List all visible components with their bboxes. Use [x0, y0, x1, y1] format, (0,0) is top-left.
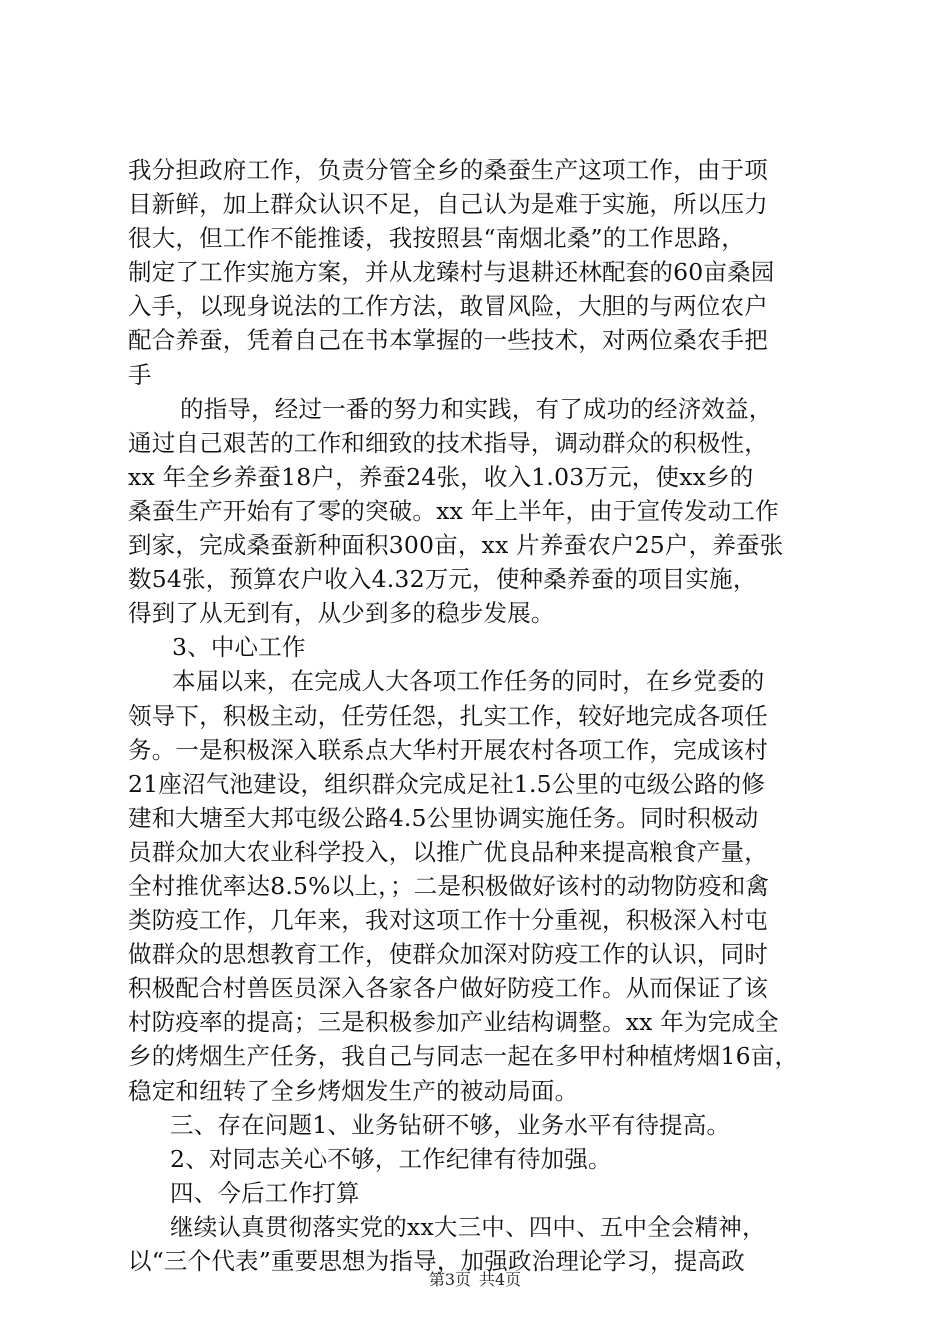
text-line: 类防疫工作，几年来，我对这项工作十分重视，积极深入村屯: [128, 906, 768, 935]
text-line: 我分担政府工作，负责分管全乡的桑蚕生产这项工作，由于项: [128, 156, 768, 184]
text-line: 的指导，经过一番的努力和实践，有了成功的经济效益，: [180, 394, 773, 423]
text-line: 2、对同志关心不够，工作纪律有待加强。: [170, 1144, 612, 1173]
text-line: 目新鲜，加上群众认识不足，自己认为是难于实施，所以压力: [128, 190, 768, 219]
text-line: 本届以来，在完成人大各项工作任务的同时，在乡党委的: [172, 667, 765, 696]
section-heading: 三、存在问题1、业务钻研不够，业务水平有待提高。: [170, 1110, 731, 1139]
section-heading: 3、中心工作: [172, 633, 306, 662]
text-line: 到家，完成桑蚕新种面积300亩，xx 片养蚕农户25户，养蚕张: [128, 531, 784, 560]
text-line: xx 年全乡养蚕18户，养蚕24张，收入1.03万元，使xx乡的: [128, 462, 754, 491]
page-total: 共4页: [479, 1270, 522, 1289]
text-line: 员群众加大农业科学投入，以推广优良品种来提高粮食产量，: [128, 837, 768, 866]
text-line: 建和大塘至大邦屯级公路4.5公里协调实施任务。同时积极动: [128, 803, 759, 832]
section-heading: 四、今后工作打算: [170, 1178, 360, 1207]
text-line: 以“三个代表”重要思想为指导，加强政治理论学习，提高政: [128, 1247, 745, 1275]
text-line: 手: [128, 360, 152, 389]
text-line: 通过自己艰苦的工作和细致的技术指导，调动群众的积极性，: [128, 428, 768, 457]
text-line: 做群众的思想教育工作，使群众加深对防疫工作的认识，同时: [128, 940, 768, 969]
text-line: 村防疫率的提高；三是积极参加产业结构调整。xx 年为完成全: [128, 1008, 779, 1037]
text-line: 全村推优率达8.5%以上，；二是积极做好该村的动物防疫和禽: [128, 871, 770, 900]
text-line: 领导下，积极主动，任劳任怨，扎实工作，较好地完成各项任: [128, 701, 768, 730]
text-line: 积极配合村兽医员深入各家各户做好防疫工作。从而保证了该: [128, 974, 768, 1003]
page-footer: [0, 1267, 950, 1290]
text-line: 很大，但工作不能推诿，我按照县“南烟北桑”的工作思路，: [128, 224, 745, 253]
text-line: 21座沼气池建设，组织群众完成足社1.5公里的屯级公路的修: [128, 769, 766, 798]
text-line: 配合养蚕，凭着自己在书本掌握的一些技术，对两位桑农手把: [128, 326, 768, 355]
text-line: 桑蚕生产开始有了零的突破。xx 年上半年，由于宣传发动工作: [128, 496, 779, 525]
text-line: 稳定和纽转了全乡烤烟发生产的被动局面。: [128, 1076, 579, 1105]
text-line: 务。一是积极深入联系点大华村开展农村各项工作，完成该村: [128, 735, 768, 764]
text-line: 数54张，预算农户收入4.32万元，使种桑养蚕的项目实施，: [128, 565, 757, 594]
text-line: 得到了从无到有，从少到多的稳步发展。: [128, 599, 555, 628]
page-number: 第3页: [428, 1270, 471, 1289]
text-line: 入手，以现身说法的工作方法，敢冒风险，大胆的与两位农户: [128, 292, 768, 321]
text-line: 制定了工作实施方案，并从龙臻村与退耕还林配套的60亩桑园: [128, 258, 775, 287]
text-line: 继续认真贯彻落实党的xx大三中、四中、五中全会精神，: [170, 1212, 766, 1241]
body-text: [128, 153, 848, 1278]
text-line: 乡的烤烟生产任务，我自己与同志一起在多甲村种植烤烟16亩，: [128, 1042, 799, 1071]
